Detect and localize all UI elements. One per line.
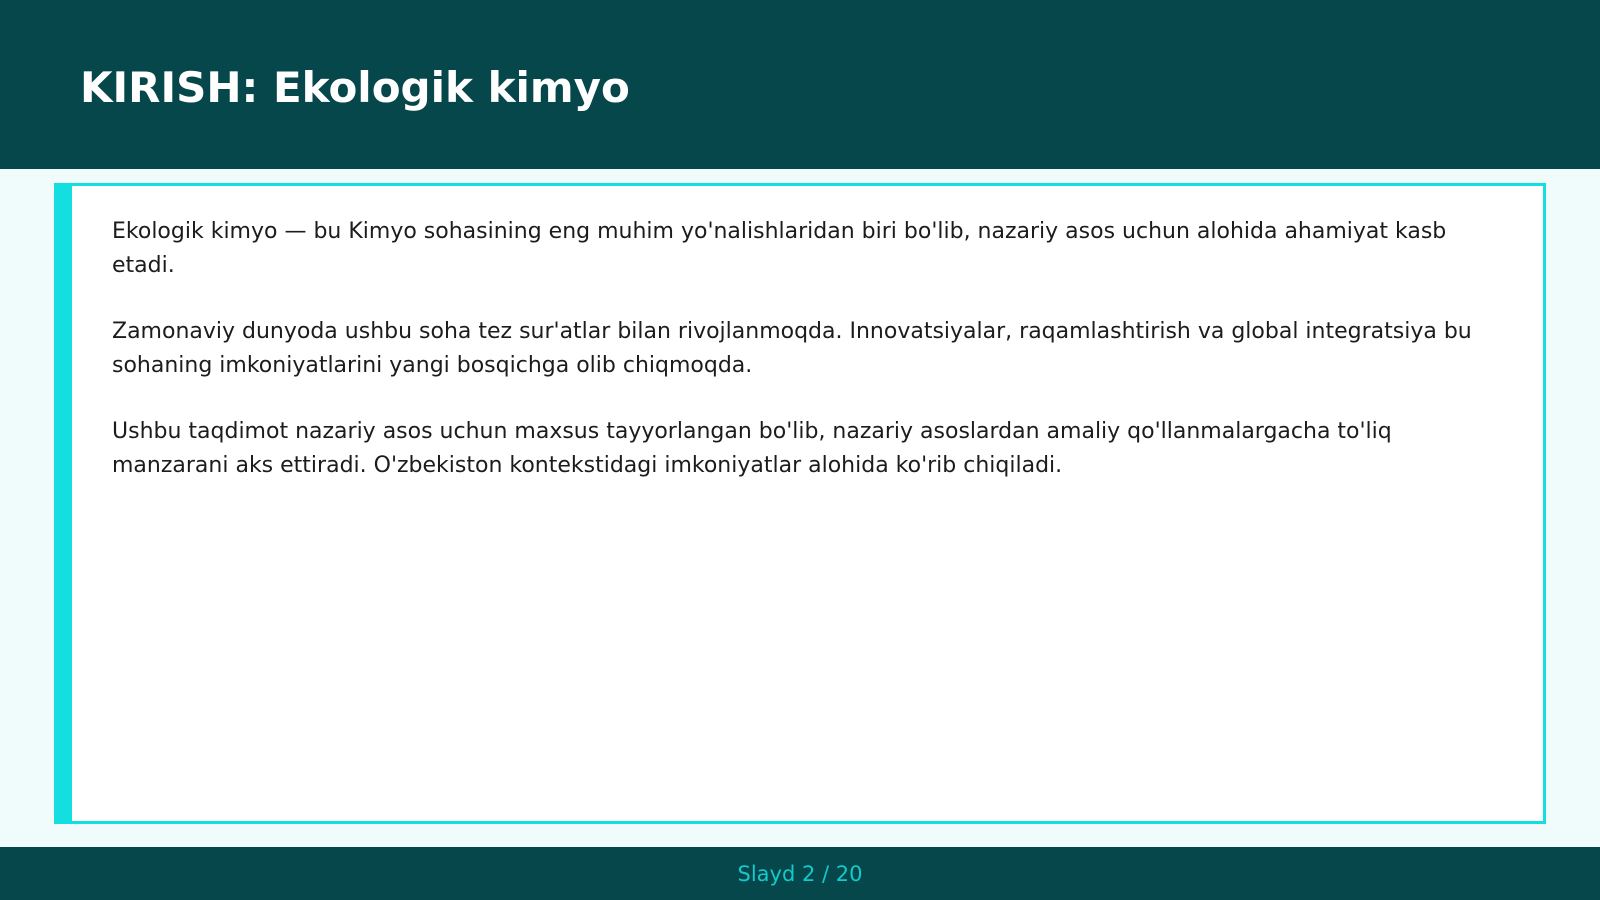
slide-footer [0, 847, 1600, 900]
paragraph-intro: Ekologik kimyo — bu Kimyo sohasining eng muhim yo'nalishlaridan biri bo'lib, nazariy asos uchun alohida ahamiyat kasb etadi. [112, 219, 1447, 278]
content-card [54, 183, 1546, 824]
paragraph-modern-world: Zamonaviy dunyoda ushbu soha tez sur'atlar bilan rivojlanmoqda. Innovatsiyalar, raqamlashtirish va global integratsiya bu sohaning imkoniyatlarini yangi bosqichga olib chiqmoqda. [112, 319, 1472, 378]
paragraph-presentation-purpose: Ushbu taqdimot nazariy asos uchun maxsus tayyorlangan bo'lib, nazariy asoslardan amaliy qo'llanmalargacha to'liq manzarani aks ettiradi. O'zbekiston kontekstidagi imkoniyatlar alohida ko'rib chiqiladi. [112, 419, 1392, 478]
slide-counter: Slayd 2 / 20 [737, 862, 863, 886]
slide-header [0, 0, 1600, 169]
content-body [112, 215, 1512, 515]
slide-title: KIRISH: Ekologik kimyo [80, 63, 630, 112]
